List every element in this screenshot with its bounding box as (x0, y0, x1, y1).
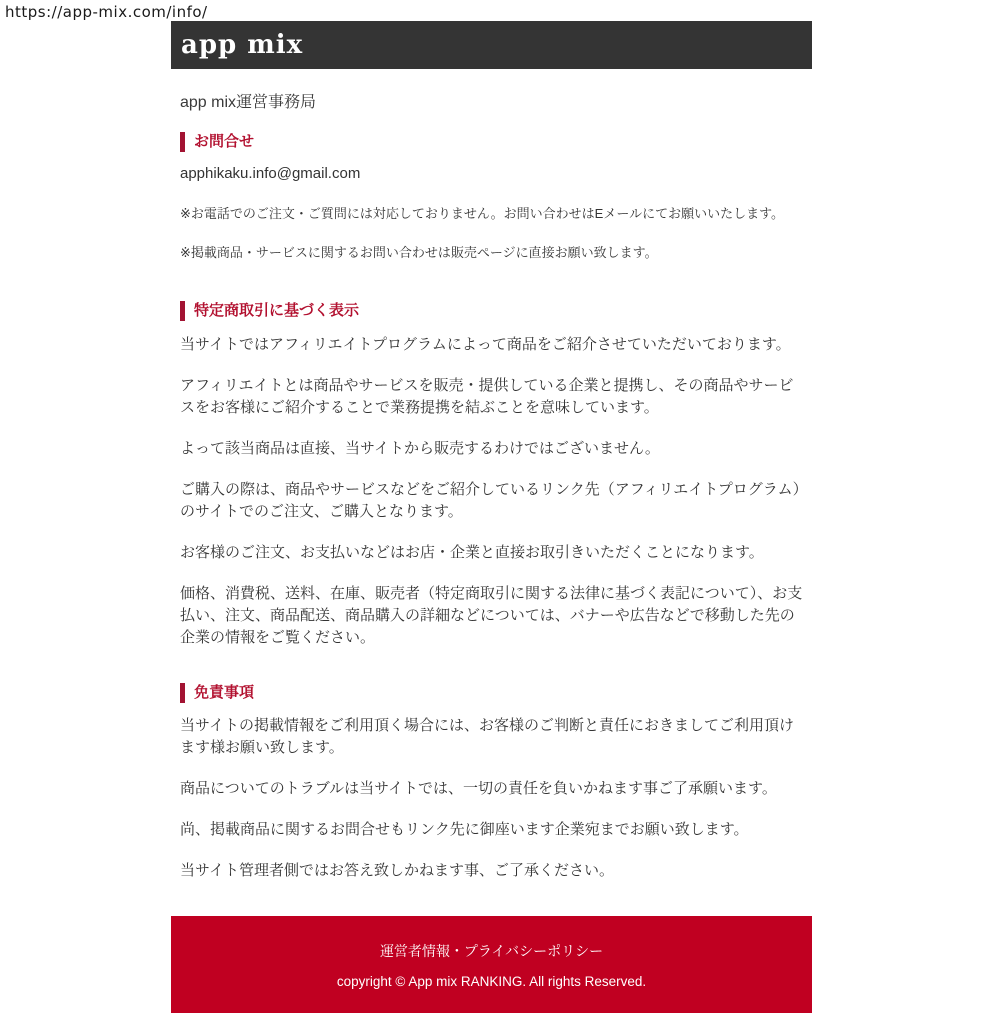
disclaimer-paragraph: 当サイトの掲載情報をご利用頂く場合には、お客様のご判断と責任におきましてご利用頂けます様お願い致します。 (180, 717, 794, 756)
site-header-bar (171, 21, 812, 69)
page-column (171, 21, 812, 1013)
footer-copyright-text: copyright © App mix RANKING. All rights Reserved. (336, 974, 647, 989)
commerce-paragraph: アフィリエイトとは商品やサービスを販売・提供している企業と提携し、その商品やサービスをお客様にご紹介することで業務提携を結ぶことを意味しています。 (180, 377, 794, 416)
site-footer (171, 916, 812, 1013)
contact-heading: お問合せ (180, 132, 803, 152)
main-content (171, 93, 812, 882)
site-title: app mix (181, 30, 304, 60)
commerce-paragraph: ご購入の際は、商品やサービスなどをご紹介しているリンク先（アフィリエイトプログラム）のサイトでのご注文、ご購入となります。 (180, 481, 801, 520)
contact-note: ※掲載商品・サービスに関するお問い合わせは販売ページに直接お願い致します。 (180, 245, 658, 260)
commerce-paragraph: 価格、消費税、送料、在庫、販売者（特定商取引に関する法律に基づく表記について）、お支払い、注文、商品配送、商品購入の詳細などについては、バナーや広告などで移動した先の企業の情報をご覧ください。 (180, 585, 803, 646)
commerce-heading: 特定商取引に基づく表示 (180, 301, 803, 321)
contact-email: apphikaku.info@gmail.com (180, 165, 361, 182)
disclaimer-paragraph: 当サイト管理者側ではお答え致しかねます事、ご了承ください。 (180, 862, 614, 879)
footer-privacy-policy-link[interactable]: 運営者情報・プライバシーポリシー (379, 943, 604, 959)
page-url-text: https://app-mix.com/info/ (5, 3, 208, 21)
section-commerce-disclosure (180, 301, 803, 649)
commerce-paragraph: お客様のご注文、お支払いなどはお店・企業と直接お取引きいただくことになります。 (180, 544, 764, 561)
office-name-text: app mix運営事務局 (180, 94, 317, 111)
section-disclaimer (180, 683, 803, 882)
contact-note: ※お電話でのご注文・ご質問には対応しておりません。お問い合わせはEメールにてお願いいたします。 (180, 206, 785, 221)
commerce-paragraph: 当サイトではアフィリエイトプログラムによって商品をご紹介させていただいております。 (180, 336, 791, 353)
section-contact (180, 132, 803, 261)
disclaimer-paragraph: 商品についてのトラブルは当サイトでは、一切の責任を負いかねます事ご了承願います。 (180, 780, 777, 797)
disclaimer-paragraph: 尚、掲載商品に関するお問合せもリンク先に御座います企業宛までお願い致します。 (180, 821, 749, 838)
disclaimer-heading: 免責事項 (180, 683, 803, 703)
commerce-paragraph: よって該当商品は直接、当サイトから販売するわけではございません。 (180, 440, 660, 457)
